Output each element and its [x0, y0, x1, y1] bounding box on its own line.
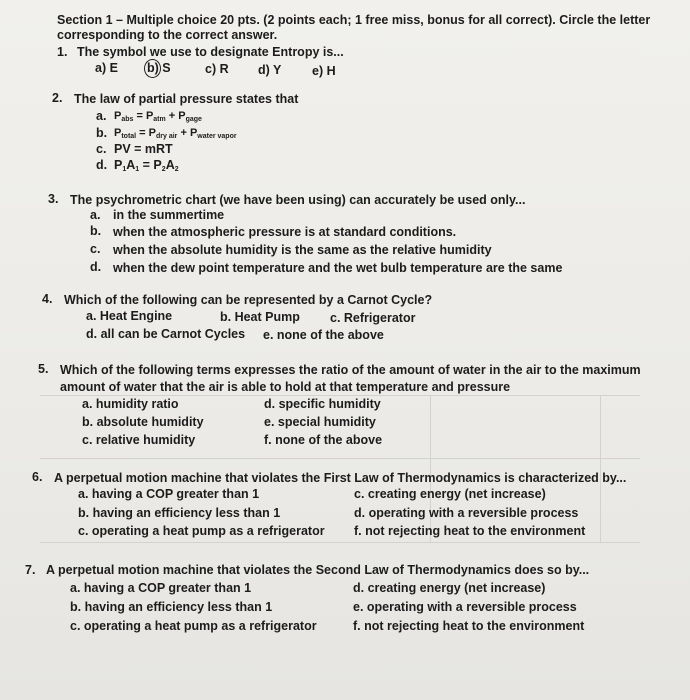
q1-option-b[interactable]: b) S	[147, 61, 171, 75]
section-header-line2: corresponding to the correct answer.	[57, 28, 278, 42]
q2-option-b-letter[interactable]: b.	[96, 126, 108, 140]
section-header-line1: Section 1 – Multiple choice 20 pts. (2 points each; 1 free miss, bonus for all correct). Circle the letter	[57, 13, 651, 27]
q5-text-line2: amount of water that the air is able to hold at that temperature and pressure	[60, 380, 511, 394]
q7-option-b[interactable]: b. having an efficiency less than 1	[70, 600, 273, 614]
q6-option-d[interactable]: c. creating energy (net increase)	[354, 487, 546, 501]
q4-number: 4.	[42, 292, 53, 306]
q1-option-e[interactable]: e) H	[312, 64, 336, 78]
q7-number: 7.	[25, 563, 36, 577]
q1-option-d[interactable]: d) Y	[258, 63, 282, 77]
q3-option-b-letter[interactable]: b.	[90, 224, 102, 238]
q1-number: 1.	[57, 45, 68, 59]
q2-number: 2.	[52, 91, 63, 105]
q7-option-a[interactable]: a. having a COP greater than 1	[70, 581, 252, 595]
q1-option-a[interactable]: a) E	[95, 61, 118, 75]
q5-text-line1: Which of the following terms expresses the ratio of the amount of water in the air to the maximum	[60, 363, 641, 377]
q4-option-d[interactable]: d. all can be Carnot Cycles	[86, 327, 246, 341]
q5-option-c[interactable]: c. relative humidity	[82, 433, 196, 447]
q7-text: A perpetual motion machine that violates the Second Law of Thermodynamics does so by...	[46, 563, 590, 577]
q3-number: 3.	[48, 192, 59, 206]
q4-option-b[interactable]: b. Heat Pump	[220, 310, 300, 324]
q2-option-a-letter[interactable]: a.	[96, 109, 107, 123]
q6-number: 6.	[32, 470, 43, 484]
q7-option-d[interactable]: d. creating energy (net increase)	[353, 581, 546, 595]
q5-number: 5.	[38, 362, 49, 376]
q4-option-c[interactable]: c. Refrigerator	[330, 311, 416, 325]
q2-text: The law of partial pressure states that	[74, 92, 299, 106]
q4-option-a[interactable]: a. Heat Engine	[86, 309, 173, 323]
q6-option-f[interactable]: f. not rejecting heat to the environment	[354, 524, 586, 538]
q5-option-e[interactable]: e. special humidity	[264, 415, 376, 429]
table-divider	[600, 395, 601, 542]
q3-option-c[interactable]: when the absolute humidity is the same as the relative humidity	[113, 243, 492, 257]
q2-option-c[interactable]: PV = mRT	[114, 142, 173, 156]
q2-option-d-letter[interactable]: d.	[96, 158, 108, 172]
q5-option-f[interactable]: f. none of the above	[264, 433, 383, 447]
q3-text: The psychrometric chart (we have been using) can accurately be used only...	[70, 193, 526, 207]
q2-option-a[interactable]: $P_{abs} = P_{atm} + P_{gage}$	[114, 110, 202, 123]
q1-option-c[interactable]: c) R	[205, 62, 229, 76]
q7-option-f[interactable]: f. not rejecting heat to the environment	[353, 619, 585, 633]
q4-text: Which of the following can be represented by a Carnot Cycle?	[64, 293, 433, 307]
q3-option-a[interactable]: in the summertime	[113, 208, 225, 222]
q1-text: The symbol we use to designate Entropy is...	[77, 45, 344, 59]
q2-option-c-letter[interactable]: c.	[96, 142, 107, 156]
q7-option-c[interactable]: c. operating a heat pump as a refrigerator	[70, 619, 317, 633]
q2-option-b[interactable]: $P_{total} = P_{dry air} + P_{water vapor}$	[114, 127, 237, 140]
q3-option-a-letter[interactable]: a.	[90, 208, 101, 222]
q5-option-a[interactable]: a. humidity ratio	[82, 397, 179, 411]
q6-option-e[interactable]: d. operating with a reversible process	[354, 506, 579, 520]
q7-option-e[interactable]: e. operating with a reversible process	[353, 600, 577, 614]
q6-option-a[interactable]: a. having a COP greater than 1	[78, 487, 260, 501]
q3-option-b[interactable]: when the atmospheric pressure is at standard conditions.	[113, 225, 457, 239]
q5-option-d[interactable]: d. specific humidity	[264, 397, 381, 411]
q3-option-d[interactable]: when the dew point temperature and the wet bulb temperature are the same	[113, 261, 563, 275]
q4-option-e[interactable]: e. none of the above	[263, 328, 384, 342]
q3-option-c-letter[interactable]: c.	[90, 242, 101, 256]
q6-option-b[interactable]: b. having an efficiency less than 1	[78, 506, 281, 520]
q2-option-d[interactable]: $P_1A_1 = P_2A_2$	[114, 158, 179, 173]
q5-option-b[interactable]: b. absolute humidity	[82, 415, 204, 429]
q6-option-c[interactable]: c. operating a heat pump as a refrigerator	[78, 524, 325, 538]
q3-option-d-letter[interactable]: d.	[90, 260, 102, 274]
q6-text: A perpetual motion machine that violates the First Law of Thermodynamics is characterized by...	[54, 471, 627, 485]
